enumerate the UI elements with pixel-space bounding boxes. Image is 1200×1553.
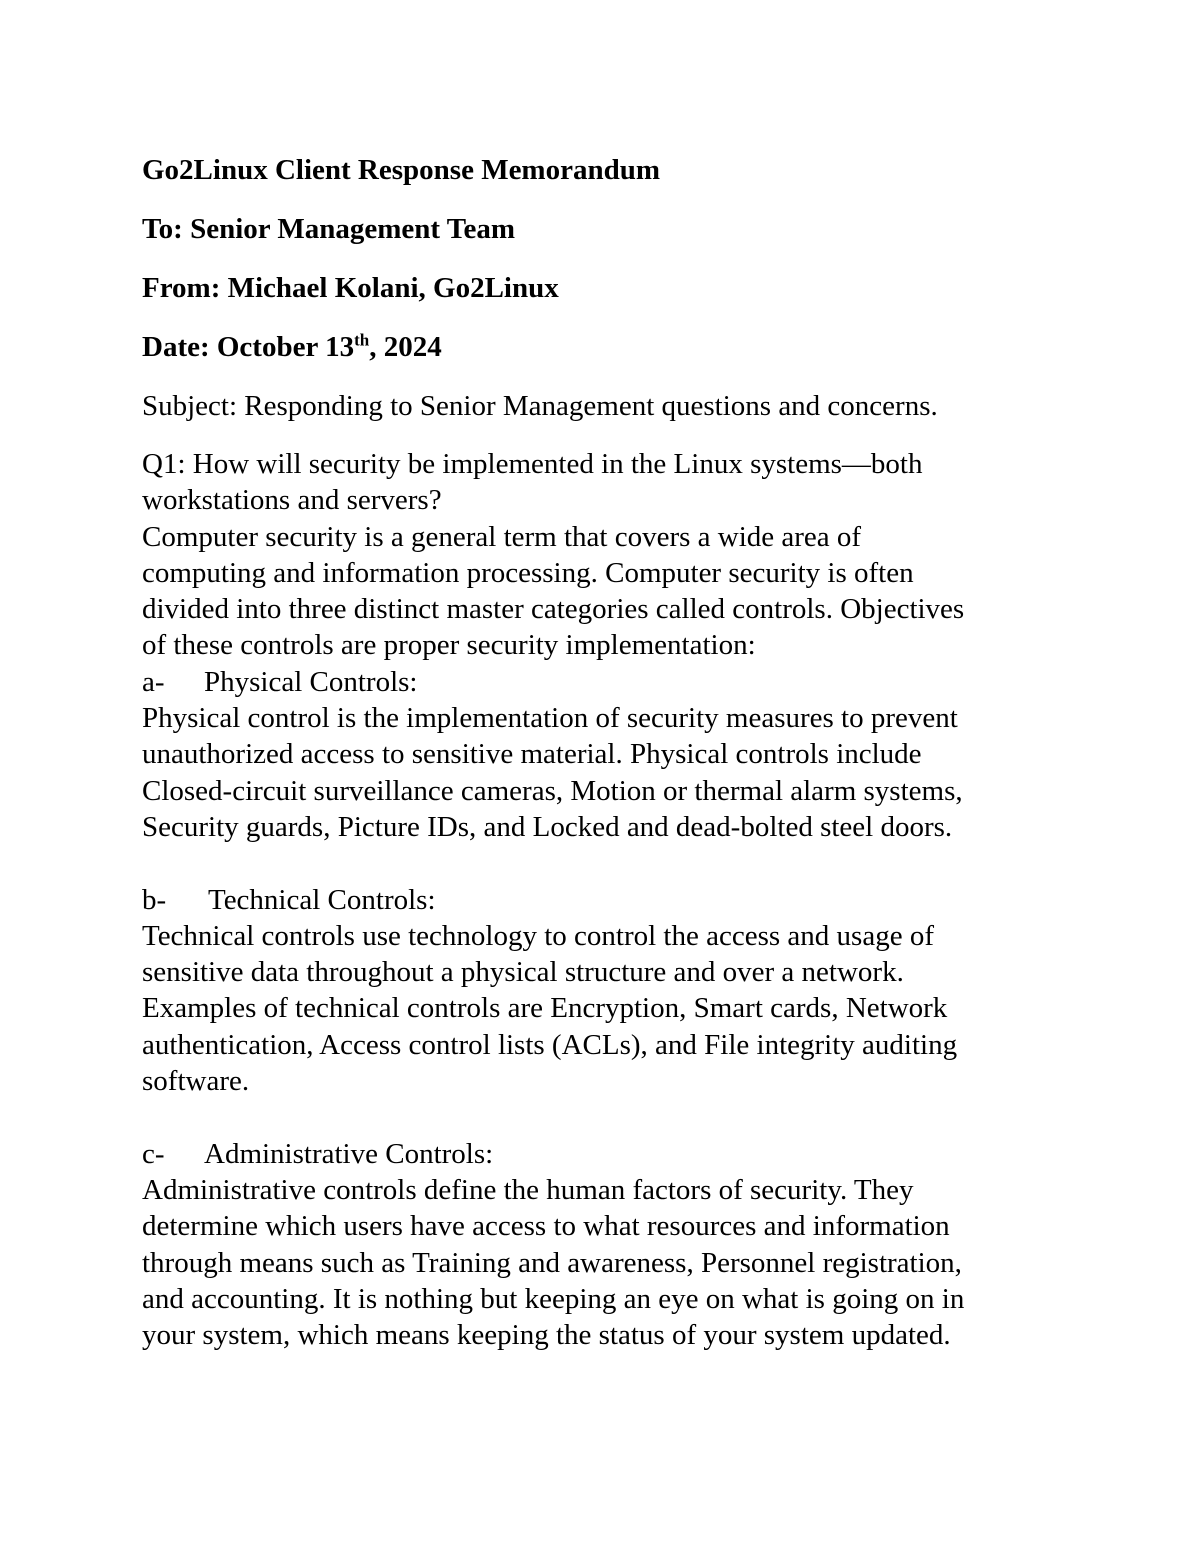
- intro-line: divided into three distinct master categories called controls. Objectives: [142, 593, 965, 626]
- section-line: software.: [142, 1065, 250, 1098]
- blank-line: [142, 1099, 1042, 1135]
- section-line: authentication, Access control lists (ACLs), and File integrity auditing: [142, 1028, 958, 1061]
- section-heading: [142, 1136, 1042, 1172]
- section-administrative-controls: [142, 1136, 1042, 1354]
- section-line: Physical control is the implementation of security measures to prevent: [142, 702, 958, 735]
- memo-from: From: Michael Kolani, Go2Linux: [142, 272, 559, 304]
- memo-date-prefix: Date: October 13: [142, 331, 355, 363]
- list-marker: a-: [142, 665, 165, 698]
- section-technical-controls: [142, 882, 1042, 1100]
- memo-date-ordinal: th: [354, 330, 370, 350]
- intro-line: computing and information processing. Computer security is often: [142, 556, 914, 589]
- memo-title: Go2Linux Client Response Memorandum: [142, 154, 661, 186]
- section-heading: [142, 664, 1042, 700]
- section-line: Security guards, Picture IDs, and Locked and dead-bolted steel doors.: [142, 810, 953, 843]
- memo-date: [142, 327, 1042, 367]
- section-line: through means such as Training and awareness, Personnel registration,: [142, 1246, 962, 1279]
- memo-date-suffix: , 2024: [369, 331, 442, 363]
- section-line: Examples of technical controls are Encryption, Smart cards, Network: [142, 992, 948, 1025]
- list-marker: c-: [142, 1137, 165, 1170]
- blank-line: [142, 845, 1042, 881]
- section-line: Technical controls use technology to control the access and usage of: [142, 919, 934, 952]
- section-physical-controls: [142, 664, 1042, 845]
- intro-line: Computer security is a general term that covers a wide area of: [142, 520, 862, 553]
- question-heading: [142, 446, 1042, 519]
- question-line: workstations and servers?: [142, 484, 442, 517]
- section-line: unauthorized access to sensitive material. Physical controls include: [142, 738, 922, 771]
- section-heading-label: Physical Controls:: [204, 665, 418, 698]
- section-heading: [142, 882, 1042, 918]
- question-line: Q1: How will security be implemented in the Linux systems—both: [142, 448, 923, 480]
- intro-paragraph: [142, 519, 1042, 664]
- section-line: determine which users have access to what resources and information: [142, 1210, 950, 1243]
- memo-subject: Subject: Responding to Senior Management questions and concerns.: [142, 390, 938, 422]
- section-heading-label: Technical Controls:: [208, 883, 436, 916]
- section-line: and accounting. It is nothing but keeping an eye on what is going on in: [142, 1282, 965, 1315]
- section-line: Closed-circuit surveillance cameras, Motion or thermal alarm systems,: [142, 774, 963, 807]
- memo-to: To: Senior Management Team: [142, 213, 515, 245]
- section-line: your system, which means keeping the status of your system updated.: [142, 1319, 951, 1352]
- section-heading-label: Administrative Controls:: [204, 1137, 494, 1170]
- section-line: Administrative controls define the human factors of security. They: [142, 1173, 914, 1206]
- memo-document: [142, 150, 1042, 1353]
- intro-line: of these controls are proper security implementation:: [142, 629, 756, 662]
- list-marker: b-: [142, 883, 167, 916]
- section-line: sensitive data throughout a physical structure and over a network.: [142, 956, 904, 989]
